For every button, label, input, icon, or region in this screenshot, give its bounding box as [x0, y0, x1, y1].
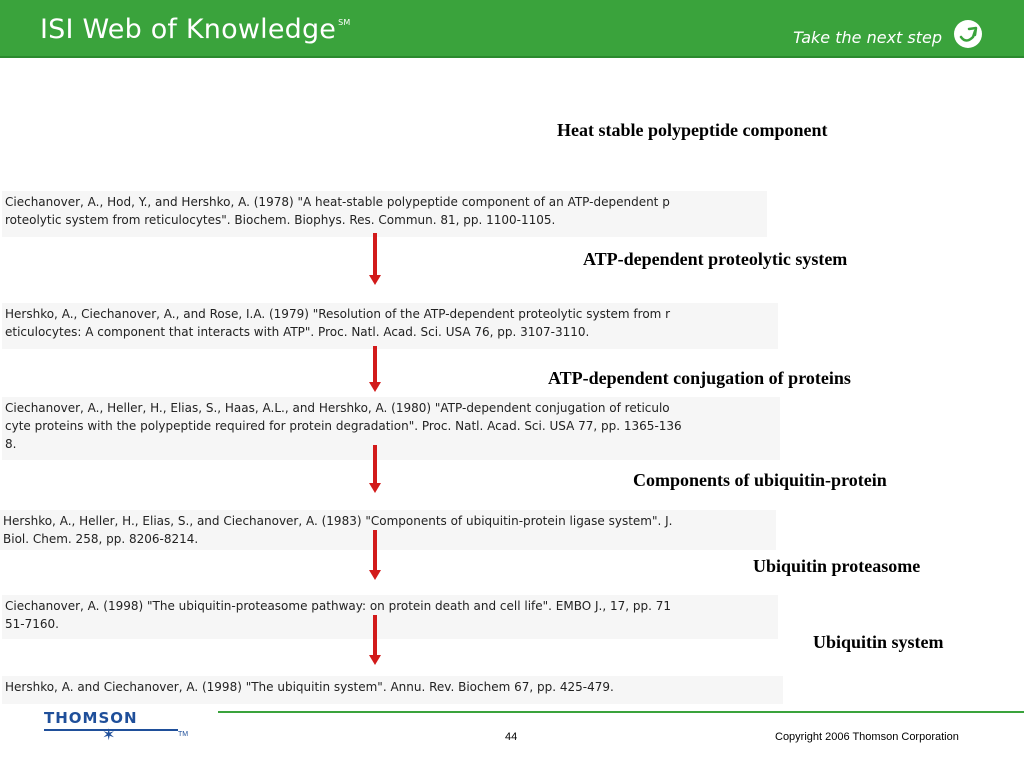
- star-icon: ✶: [102, 727, 116, 744]
- heading-heat-stable: Heat stable polypeptide component: [557, 120, 828, 140]
- citation-1978: [2, 191, 767, 237]
- citation-line: cyte proteins with the polypeptide required for protein degradation". Proc. Natl. Acad. Sci. USA 77, pp. 1365-136: [5, 419, 682, 433]
- citation-line: Ciechanover, A., Heller, H., Elias, S., Haas, A.L., and Hershko, A. (1980) "ATP-dependent conjugation of reticulo: [5, 401, 670, 415]
- citation-1998-proteasome: [2, 595, 778, 639]
- next-step-arrow-icon: [954, 20, 982, 48]
- citation-line: Ciechanover, A. (1998) "The ubiquitin-proteasome pathway: on protein death and cell life". EMBO J., 17, pp. 71: [5, 599, 672, 613]
- down-arrow-icon: [369, 445, 381, 493]
- tagline: Take the next step: [793, 28, 942, 47]
- heading-ubiquitin-protein: Components of ubiquitin-protein: [633, 470, 887, 490]
- citation-line: Ciechanover, A., Hod, Y., and Hershko, A. (1978) "A heat-stable polypeptide component of an ATP-dependent p: [5, 195, 670, 209]
- page-number: 44: [505, 731, 518, 743]
- heading-ubiquitin-system: Ubiquitin system: [813, 632, 944, 652]
- citation-1979: [2, 303, 778, 349]
- down-arrow-icon: [369, 346, 381, 392]
- citation-line: roteolytic system from reticulocytes". Biochem. Biophys. Res. Commun. 81, pp. 1100-1105.: [5, 213, 556, 227]
- footer-divider: [218, 711, 1024, 713]
- citation-line: Hershko, A., Ciechanover, A., and Rose, I.A. (1979) "Resolution of the ATP-dependent proteolytic system from r: [5, 307, 671, 321]
- heading-proteolytic-system: ATP-dependent proteolytic system: [583, 249, 848, 269]
- heading-conjugation: ATP-dependent conjugation of proteins: [548, 368, 851, 388]
- header-bar: [0, 0, 1024, 58]
- down-arrow-icon: [369, 233, 381, 285]
- citation-line: Hershko, A., Heller, H., Elias, S., and Ciechanover, A. (1983) "Components of ubiquitin-protein ligase system". J.: [3, 514, 673, 528]
- heading-ubiquitin-proteasome: Ubiquitin proteasome: [753, 556, 921, 576]
- thomson-logo: [44, 709, 189, 744]
- citation-line: Biol. Chem. 258, pp. 8206-8214.: [3, 532, 199, 546]
- citation-line: 51-7160.: [5, 617, 59, 631]
- citation-1983: [0, 510, 776, 550]
- citation-line: Hershko, A. and Ciechanover, A. (1998) "The ubiquitin system". Annu. Rev. Biochem 67, pp. 425-479.: [5, 680, 614, 694]
- citation-1998-system: [2, 676, 783, 704]
- service-mark: SM: [338, 18, 351, 27]
- down-arrow-icon: [369, 615, 381, 665]
- citation-line: 8.: [5, 437, 17, 451]
- trademark: TM: [178, 731, 189, 738]
- citation-line: eticulocytes: A component that interacts with ATP". Proc. Natl. Acad. Sci. USA 76, pp. 3107-3110.: [5, 325, 590, 339]
- app-title: ISI Web of Knowledge ℠: [40, 14, 351, 45]
- logo-text: THOMSON: [44, 709, 138, 727]
- copyright-text: Copyright 2006 Thomson Corporation: [775, 731, 959, 743]
- citation-1980: [2, 397, 780, 460]
- down-arrow-icon: [369, 530, 381, 580]
